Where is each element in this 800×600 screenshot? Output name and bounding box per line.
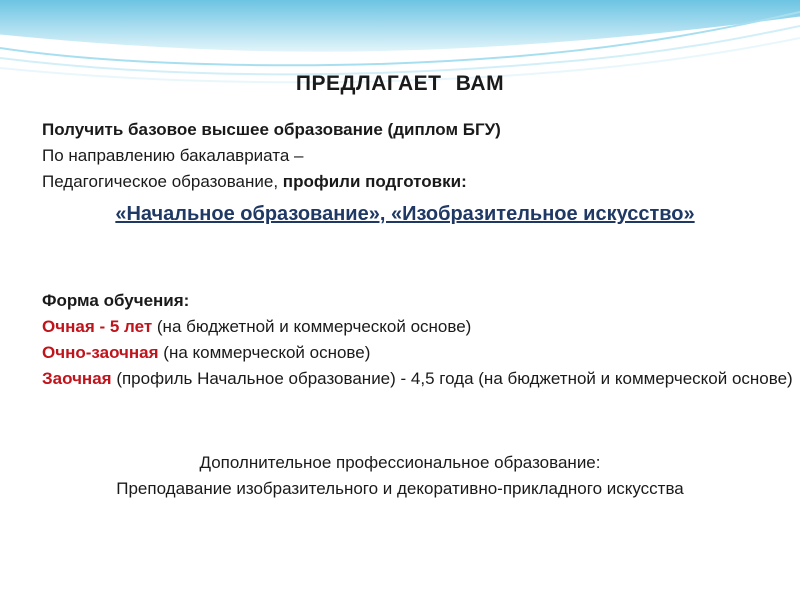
additional-detail: Преподавание изобразительного и декоративно-прикладного искусства [116,479,684,498]
offer-line-3 [42,169,772,195]
profiles-list: «Начальное образование», «Изобразительное искусство» [115,203,695,225]
offer-line-2: По направлению бакалавриата – [42,146,304,165]
direction-text: Педагогическое образование, [42,172,279,191]
study-form-item [42,366,794,392]
study-form-detail: (на бюджетной и коммерческой основе) [156,317,472,336]
study-form-label: Очно-заочная [42,343,159,362]
study-form-detail: (профиль Начальное образование) - 4,5 года (на бюджетной и коммерческой основе) [116,369,793,388]
study-form-label: Заочная [42,369,112,388]
slide-heading: ПРЕДЛАГАЕТ ВАМ [295,72,505,95]
offer-line-1 [42,117,772,143]
additional-education [60,450,740,502]
profiles-label: профили подготовки: [282,172,467,191]
study-form-label: Очная - 5 лет [42,317,153,336]
study-form-detail: (на коммерческой основе) [163,343,371,362]
study-forms-title-text: Форма обучения: [42,291,190,310]
additional-title: Дополнительное профессиональное образование: [199,453,601,472]
offer-degree-text: Получить базовое высшее образование (диплом БГУ) [42,120,501,139]
study-forms-title [42,288,772,314]
study-form-item [42,314,772,340]
study-form-item [42,340,772,366]
